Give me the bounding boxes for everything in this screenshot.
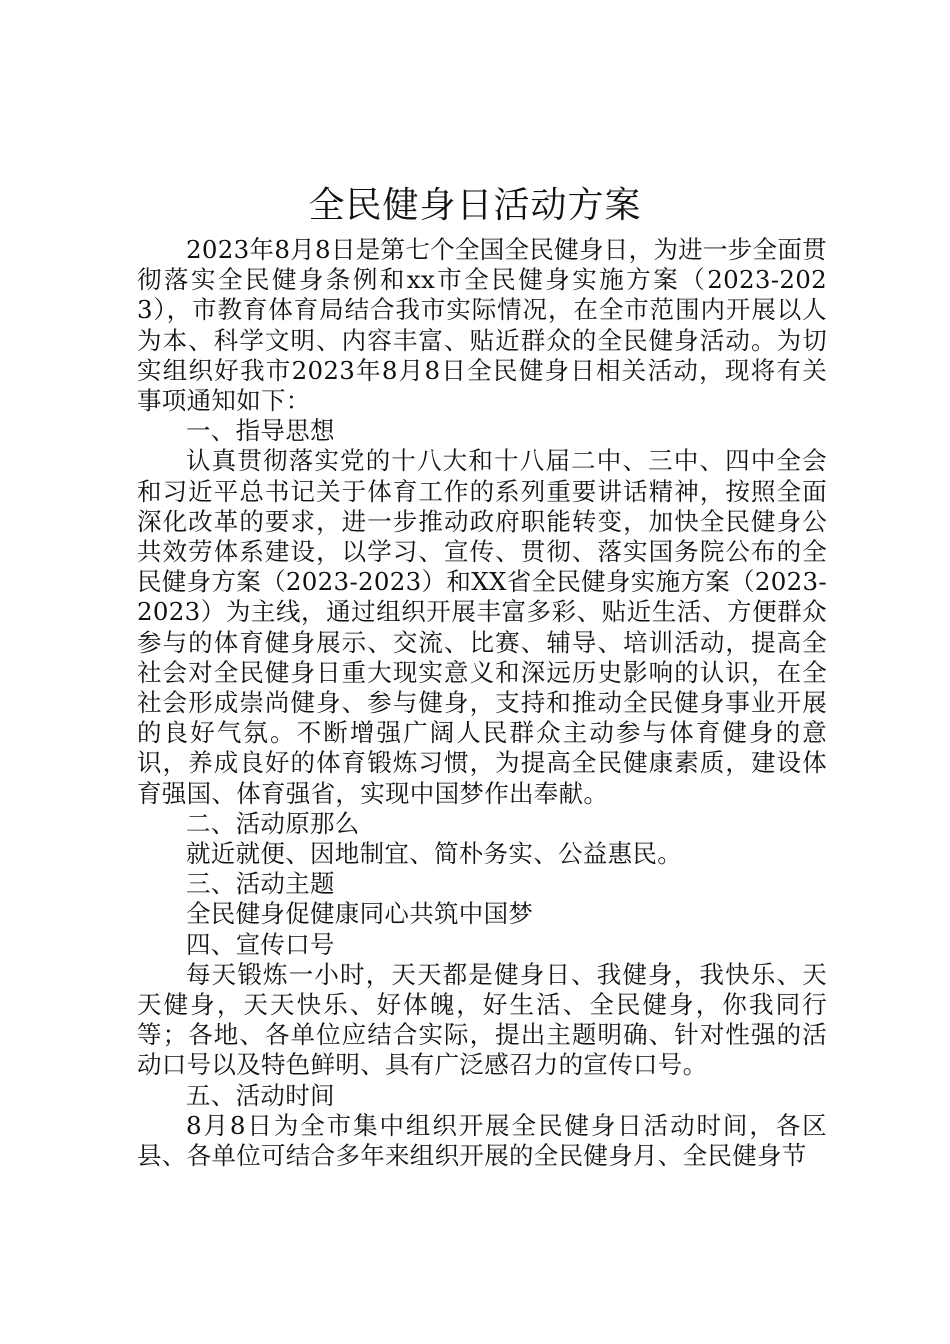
time-paragraph: 8月8日为全市集中组织开展全民健身日活动时间，各区县、各单位可结合多年来组织开展的全民健身月、全民健身节: [137, 1110, 827, 1171]
section-heading-principles: 二、活动原那么: [186, 808, 360, 838]
guiding-ideology-paragraph: 认真贯彻落实党的十八大和十八届二中、三中、四中全会和习近平总书记关于体育工作的系列重要讲话精神，按照全面深化改革的要求，进一步推动政府职能转变，加快全民健身公共效劳体系建设，以学习、宣传、贯彻、落实国务院公布的全民健身方案（2023-2023）和XX省全民健身实施方案（2023-2023）为主线，通过组织开展丰富多彩、贴近生活、方便群众参与的体育健身展示、交流、比赛、辅导、培训活动，提高全社会对全民健身日重大现实意义和深远历史影响的认识，在全社会形成崇尚健身、参与健身，支持和推动全民健身事业开展的良好气氛。不断增强广阔人民群众主动参与体育健身的意识，养成良好的体育锻炼习惯，为提高全民健康素质，建设体育强国、体育强省，实现中国梦作出奉献。: [137, 446, 827, 808]
section-heading-slogans: 四、宣传口号: [186, 929, 335, 959]
principles-paragraph: 就近就便、因地制宜、简朴务实、公益惠民。: [186, 839, 682, 869]
document-title: 全民健身日活动方案: [308, 185, 642, 226]
document-body: [137, 235, 827, 1171]
slogans-paragraph: 每天锻炼一小时，天天都是健身日、我健身，我快乐、天天健身，天天快乐、好体魄，好生活、全民健身，你我同行等；各地、各单位应结合实际，提出主题明确、针对性强的活动口号以及特色鲜明、具有广泛感召力的宣传口号。: [137, 959, 827, 1080]
intro-paragraph: 2023年8月8日是第七个全国全民健身日，为进一步全面贯彻落实全民健身条例和xx市全民健身实施方案（2023-2023），市教育体育局结合我市实际情况，在全市范围内开展以人为本、科学文明、内容丰富、贴近群众的全民健身活动。为切实组织好我市2023年8月8日全民健身日相关活动，现将有关事项通知如下：: [137, 235, 827, 416]
section-heading-guiding-ideology: 一、指导思想: [186, 416, 335, 446]
section-heading-theme: 三、活动主题: [186, 869, 335, 899]
section-heading-time: 五、活动时间: [186, 1080, 335, 1110]
theme-paragraph: 全民健身促健康同心共筑中国梦: [186, 899, 534, 929]
